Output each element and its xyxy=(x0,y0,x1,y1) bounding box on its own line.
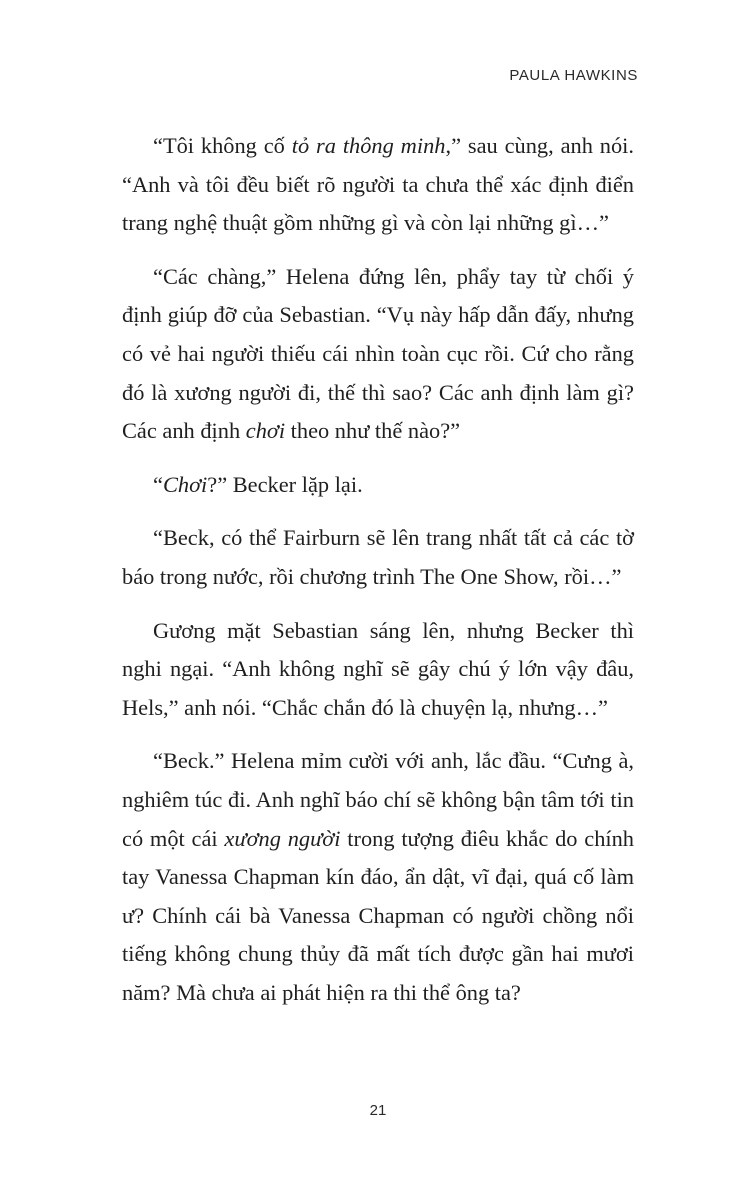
text-run: ,” sau cùng, anh nói. “Anh và tôi đều biết rõ người ta chưa thể xác định điển trang nghệ thuật gồm những gì và còn lại những gì…” xyxy=(122,133,634,236)
text-run: “Tôi không cố xyxy=(153,133,292,158)
running-header-author: PAULA HAWKINS xyxy=(509,67,638,84)
paragraph xyxy=(122,742,634,1012)
text-run: “Các chàng,” Helena đứng lên, phẩy tay từ chối ý định giúp đỡ của Sebastian. “Vụ này hấp dẫn đấy, nhưng có vẻ hai người thiếu cái nhìn toàn cục rồi. Cứ cho rằng đó là xương người đi, thế thì sao? Các anh định làm gì? Các anh định xyxy=(122,263,634,444)
text-run: theo như thế nào?” xyxy=(285,418,461,444)
text-run-italic: xương người xyxy=(224,825,341,851)
text-run: “Beck.” Helena mỉm cười với anh, lắc đầu. “Cưng à, nghiêm túc đi. Anh nghĩ báo chí sẽ không bận tâm tới tin có một cái xyxy=(122,748,634,851)
paragraph xyxy=(122,519,634,596)
body-text xyxy=(122,127,634,1012)
text-run-italic: Chơi xyxy=(162,471,208,497)
text-run: trong tượng điêu khắc do chính tay Vanessa Chapman kín đáo, ẩn dật, vĩ đại, quá cố làm ư? Chính cái bà Vanessa Chapman có người chồng nổi tiếng không chung thủy đã mất tích được gần hai mươi năm? Mà chưa ai phát hiện ra thi thể ông ta? xyxy=(122,825,634,1005)
page-number: 21 xyxy=(369,1102,387,1119)
text-run: “Beck, có thể Fairburn sẽ lên trang nhất tất cả các tờ báo trong nước, rồi chương trình The One Show, rồi…” xyxy=(122,525,634,589)
text-run: “ xyxy=(153,471,163,497)
text-run: Gương mặt Sebastian sáng lên, nhưng Becker thì nghi ngại. “Anh không nghĩ sẽ gây chú ý lớn vậy đâu, Hels,” anh nói. “Chắc chắn đó là chuyện lạ, nhưng…” xyxy=(122,617,634,720)
paragraph xyxy=(122,612,634,728)
text-run-italic: chơi xyxy=(245,418,286,444)
paragraph xyxy=(122,127,634,243)
text-run-italic: tỏ ra thông minh xyxy=(291,133,446,158)
text-run: ?” Becker lặp lại. xyxy=(207,471,363,497)
paragraph xyxy=(122,466,634,505)
paragraph xyxy=(122,258,634,451)
